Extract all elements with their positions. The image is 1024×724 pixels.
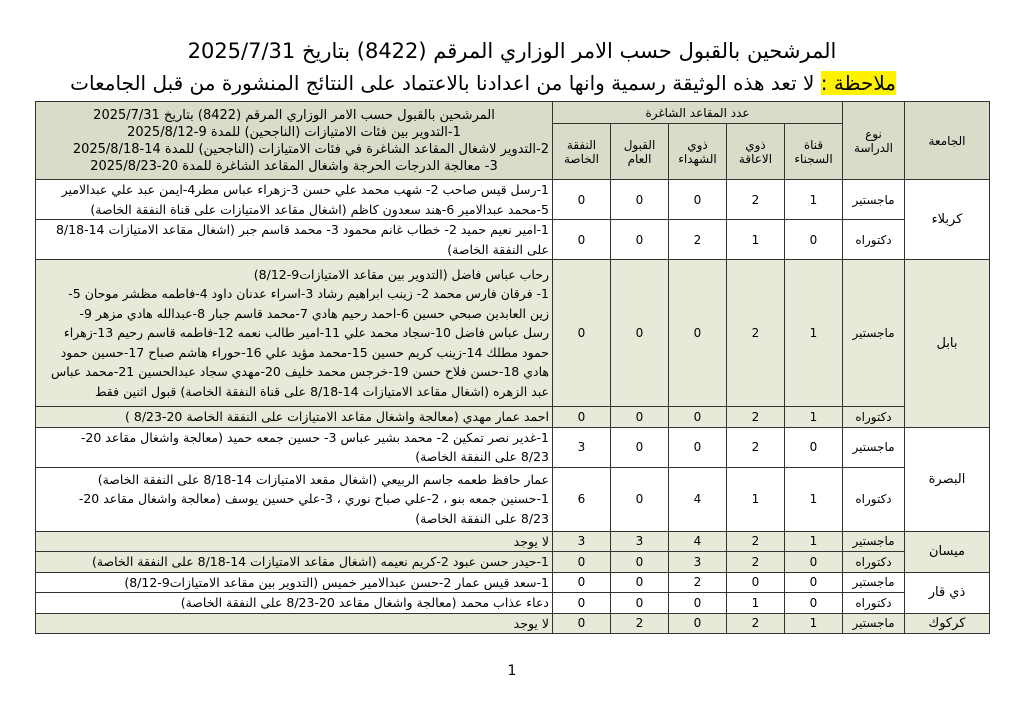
candidate-line: 1-حسنين جمعه بنو ، 2-علي صباح نوري ، 3-علي حسين يوسف (معالجة واشغال مقاعد 20- — [78, 491, 549, 507]
seat-count-cell: 2 — [727, 260, 785, 407]
candidate-line: 8/23 على النفقة الخاصة) — [415, 510, 549, 526]
study-type-cell: دكتوراه — [843, 467, 905, 531]
university-cell: ميسان — [905, 531, 990, 572]
col-header-martyrs: ذوي الشهداء — [669, 124, 727, 180]
seat-count-cell: 0 — [727, 572, 785, 593]
table-row — [36, 220, 990, 260]
candidate-line: رحاب عباس فاضل (التدوير بين مقاعد الامتيازات9-8/12) — [253, 266, 549, 282]
seat-count-cell: 0 — [553, 407, 611, 428]
col-header-general: القبول العام — [611, 124, 669, 180]
seat-count-cell: 4 — [669, 467, 727, 531]
table-row — [36, 552, 990, 573]
seat-count-cell: 1 — [785, 613, 843, 634]
candidates-table — [35, 101, 990, 634]
candidates-cell — [36, 220, 553, 260]
header-info-line: 3- معالجة الدرجات الحرجة واشغال المقاعد الشاغرة للمدة 20-2025/8/23 — [90, 158, 498, 174]
col-header-university: الجامعة — [905, 102, 990, 180]
seat-count-cell: 0 — [553, 260, 611, 407]
seat-count-cell: 2 — [669, 572, 727, 593]
seat-count-cell: 2 — [727, 613, 785, 634]
seat-count-cell: 0 — [669, 260, 727, 407]
candidate-line: 5-محمد عبدالامير 6-هند سعدون كاظم (اشغال مقاعد الامتيازات على قناة النفقة الخاصة) — [90, 201, 549, 217]
seat-count-cell: 0 — [785, 552, 843, 573]
seat-count-cell: 0 — [553, 572, 611, 593]
table-row — [36, 180, 990, 220]
seat-count-cell: 0 — [553, 220, 611, 260]
seat-count-cell: 4 — [669, 531, 727, 552]
table-row — [36, 593, 990, 614]
seat-count-cell: 1 — [785, 467, 843, 531]
seat-count-cell: 2 — [669, 220, 727, 260]
study-type-cell: ماجستير — [843, 572, 905, 593]
study-type-cell: دكتوراه — [843, 220, 905, 260]
candidate-line: 1-سعد قيس عمار 2-حسن عبدالامير خميس (التدوير بين مقاعد الامتيازات9-8/12) — [124, 574, 549, 590]
seat-count-cell: 1 — [785, 407, 843, 428]
seat-count-cell: 0 — [785, 572, 843, 593]
study-type-cell: ماجستير — [843, 260, 905, 407]
note-line — [16, 70, 896, 96]
seat-count-cell: 2 — [727, 427, 785, 467]
seat-count-cell: 1 — [785, 260, 843, 407]
col-header-private: النفقة الخاصة — [553, 124, 611, 180]
col-header-study-type: نوع الدراسة — [843, 102, 905, 180]
study-type-cell: دكتوراه — [843, 407, 905, 428]
candidates-cell — [36, 260, 553, 407]
seat-count-cell: 0 — [611, 593, 669, 614]
note-text: لا تعد هذه الوثيقة رسمية وانها من اعدادنا بالاعتماد على النتائج المنشورة من قبل الجامعات — [70, 71, 815, 95]
seat-count-cell: 3 — [611, 531, 669, 552]
col-header-disability: ذوي الاعاقة — [727, 124, 785, 180]
seat-count-cell: 0 — [611, 467, 669, 531]
university-cell: بابل — [905, 260, 990, 428]
seat-count-cell: 0 — [553, 613, 611, 634]
candidate-line: 1-رسل قيس صاحب 2- شهب محمد علي حسن 3-زهراء عباس مطر4-ايمن عبد علي عبدالامير — [61, 182, 549, 197]
seat-count-cell: 0 — [611, 180, 669, 220]
candidates-cell — [36, 572, 553, 593]
study-type-cell: دكتوراه — [843, 593, 905, 614]
seat-count-cell: 2 — [611, 613, 669, 634]
seat-count-cell: 0 — [669, 427, 727, 467]
study-type-cell: دكتوراه — [843, 552, 905, 573]
seat-count-cell: 0 — [785, 427, 843, 467]
seat-count-cell: 3 — [669, 552, 727, 573]
candidates-cell — [36, 427, 553, 467]
candidates-cell — [36, 552, 553, 573]
seat-count-cell: 0 — [611, 407, 669, 428]
seat-count-cell: 2 — [727, 531, 785, 552]
seat-count-cell: 0 — [611, 220, 669, 260]
seat-count-cell: 0 — [669, 593, 727, 614]
seat-count-cell: 6 — [553, 467, 611, 531]
seat-count-cell: 1 — [785, 180, 843, 220]
candidates-cell — [36, 593, 553, 614]
candidate-line: 8/23 على النفقة الخاصة) — [415, 449, 549, 464]
table-row — [36, 531, 990, 552]
candidate-line: لا يوجد — [513, 615, 549, 631]
candidate-line: دعاء عذاب محمد (معالجة واشغال مقاعد 20-8/23 على النفقة الخاصة) — [180, 595, 549, 610]
university-cell: كركوك — [905, 613, 990, 634]
candidate-line: عمار حافظ طعمه جاسم الربيعي (اشغال مقعد الامتيازات 14-8/18 على النفقة الخاصة) — [97, 471, 549, 487]
candidate-line: رسل عباس فاضل 10-سجاد محمد علي 11-امير طالب نعمه 12-فاطمه قاسم رحيم 13-زهراء — [63, 325, 549, 341]
seat-count-cell: 1 — [785, 531, 843, 552]
seat-count-cell: 0 — [553, 180, 611, 220]
candidate-line: عبد الزهره (اشغال مقاعد الامتيازات 14-8/18 على قناة النفقة الخاصة) قبول اثنين فقط — [94, 383, 549, 399]
study-type-cell: ماجستير — [843, 613, 905, 634]
study-type-cell: ماجستير — [843, 427, 905, 467]
col-header-vacant-seats: عدد المقاعد الشاغرة — [553, 102, 843, 124]
study-type-cell: ماجستير — [843, 180, 905, 220]
header-info-line: المرشحين بالقبول حسب الامر الوزاري المرقم (8422) بتاريخ 2025/7/31 — [93, 107, 495, 123]
seat-count-cell: 0 — [611, 427, 669, 467]
candidates-cell — [36, 407, 553, 428]
header-info — [36, 102, 553, 180]
seat-count-cell: 1 — [727, 467, 785, 531]
study-type-cell: ماجستير — [843, 531, 905, 552]
note-label: ملاحظة : — [820, 71, 896, 95]
seat-count-cell: 0 — [785, 593, 843, 614]
seat-count-cell: 2 — [727, 180, 785, 220]
seat-count-cell: 0 — [611, 572, 669, 593]
candidate-line: حمود مطلك 14-زينب كريم حسين 15-محمد مؤيد علي 16-حوراء هاشم صباح 17-حسين حمود — [60, 344, 549, 360]
seat-count-cell: 0 — [611, 552, 669, 573]
candidate-line: زين العابدين صبحي حسين 6-احمد رحيم هادي 7-محمد قاسم جبار 8-عبدالله هادي مزهر 9- — [79, 305, 549, 321]
seat-count-cell: 3 — [553, 531, 611, 552]
table-row — [36, 407, 990, 428]
candidates-cell — [36, 613, 553, 634]
candidate-line: 1-امير نعيم حميد 2- خطاب غانم محمود 3- محمد قاسم جبر (اشغال مقاعد الامتيازات 14-8/18 — [55, 222, 549, 237]
candidates-cell — [36, 531, 553, 552]
page-title: المرشحين بالقبول حسب الامر الوزاري المرقم (8422) بتاريخ 2025/7/31 — [187, 39, 837, 63]
seat-count-cell: 0 — [669, 613, 727, 634]
seat-count-cell: 0 — [669, 180, 727, 220]
university-cell: كربلاء — [905, 180, 990, 260]
seat-count-cell: 0 — [611, 260, 669, 407]
col-header-prisoners: قناة السجناء — [785, 124, 843, 180]
header-info-line: 1-التدوير بين فئات الامتيازات (الناجحين) للمدة 9-2025/8/12 — [127, 124, 461, 140]
candidate-line: لا يوجد — [513, 533, 549, 549]
candidate-line: 1- فرقان فارس محمد 2- زينب ابراهيم رشاد 3-اسراء عدنان داود 4-فاطمه مظشر موحان 5- — [68, 286, 549, 302]
candidate-line: 1-حيدر حسن عبود 2-كريم نعيمه (اشغال مقاعد الامتيازات 14-8/18 على النفقة الخاصة) — [91, 554, 549, 569]
seat-count-cell: 1 — [727, 220, 785, 260]
candidates-cell — [36, 180, 553, 220]
table-row — [36, 260, 990, 407]
seat-count-cell: 0 — [669, 407, 727, 428]
header-info-line: 2-التدوير لاشغال المقاعد الشاغرة في فئات الامتيازات (الناجحين) للمدة 14-2025/8/18 — [72, 141, 549, 157]
seat-count-cell: 3 — [553, 427, 611, 467]
candidate-line: 1-غدير نصر تمكين 2- محمد بشير عباس 3- حسين جمعه حميد (معالجة واشغال مقاعد 20- — [80, 429, 549, 445]
candidate-line: احمد عمار مهدي (معالجة واشغال مقاعد الامتيازات على النفقة الخاصة 20-8/23 ) — [125, 409, 549, 424]
candidate-line: هادي 18-حسن فلاح حسن 19-خرجس محمد خليف 20-مهدي سجاد عبدالحسين 21-محمد عباس — [50, 364, 549, 380]
seat-count-cell: 1 — [727, 593, 785, 614]
page-number: 1 — [507, 663, 517, 679]
seat-count-cell: 0 — [553, 552, 611, 573]
university-cell: البصرة — [905, 427, 990, 531]
university-cell: ذي قار — [905, 572, 990, 613]
table-row — [36, 572, 990, 593]
seat-count-cell: 0 — [785, 220, 843, 260]
seat-count-cell: 2 — [727, 407, 785, 428]
seat-count-cell: 0 — [553, 593, 611, 614]
candidates-cell — [36, 467, 553, 531]
seat-count-cell: 2 — [727, 552, 785, 573]
table-row — [36, 467, 990, 531]
table-row — [36, 613, 990, 634]
table-row — [36, 427, 990, 467]
candidate-line: على النفقة الخاصة) — [447, 241, 549, 257]
